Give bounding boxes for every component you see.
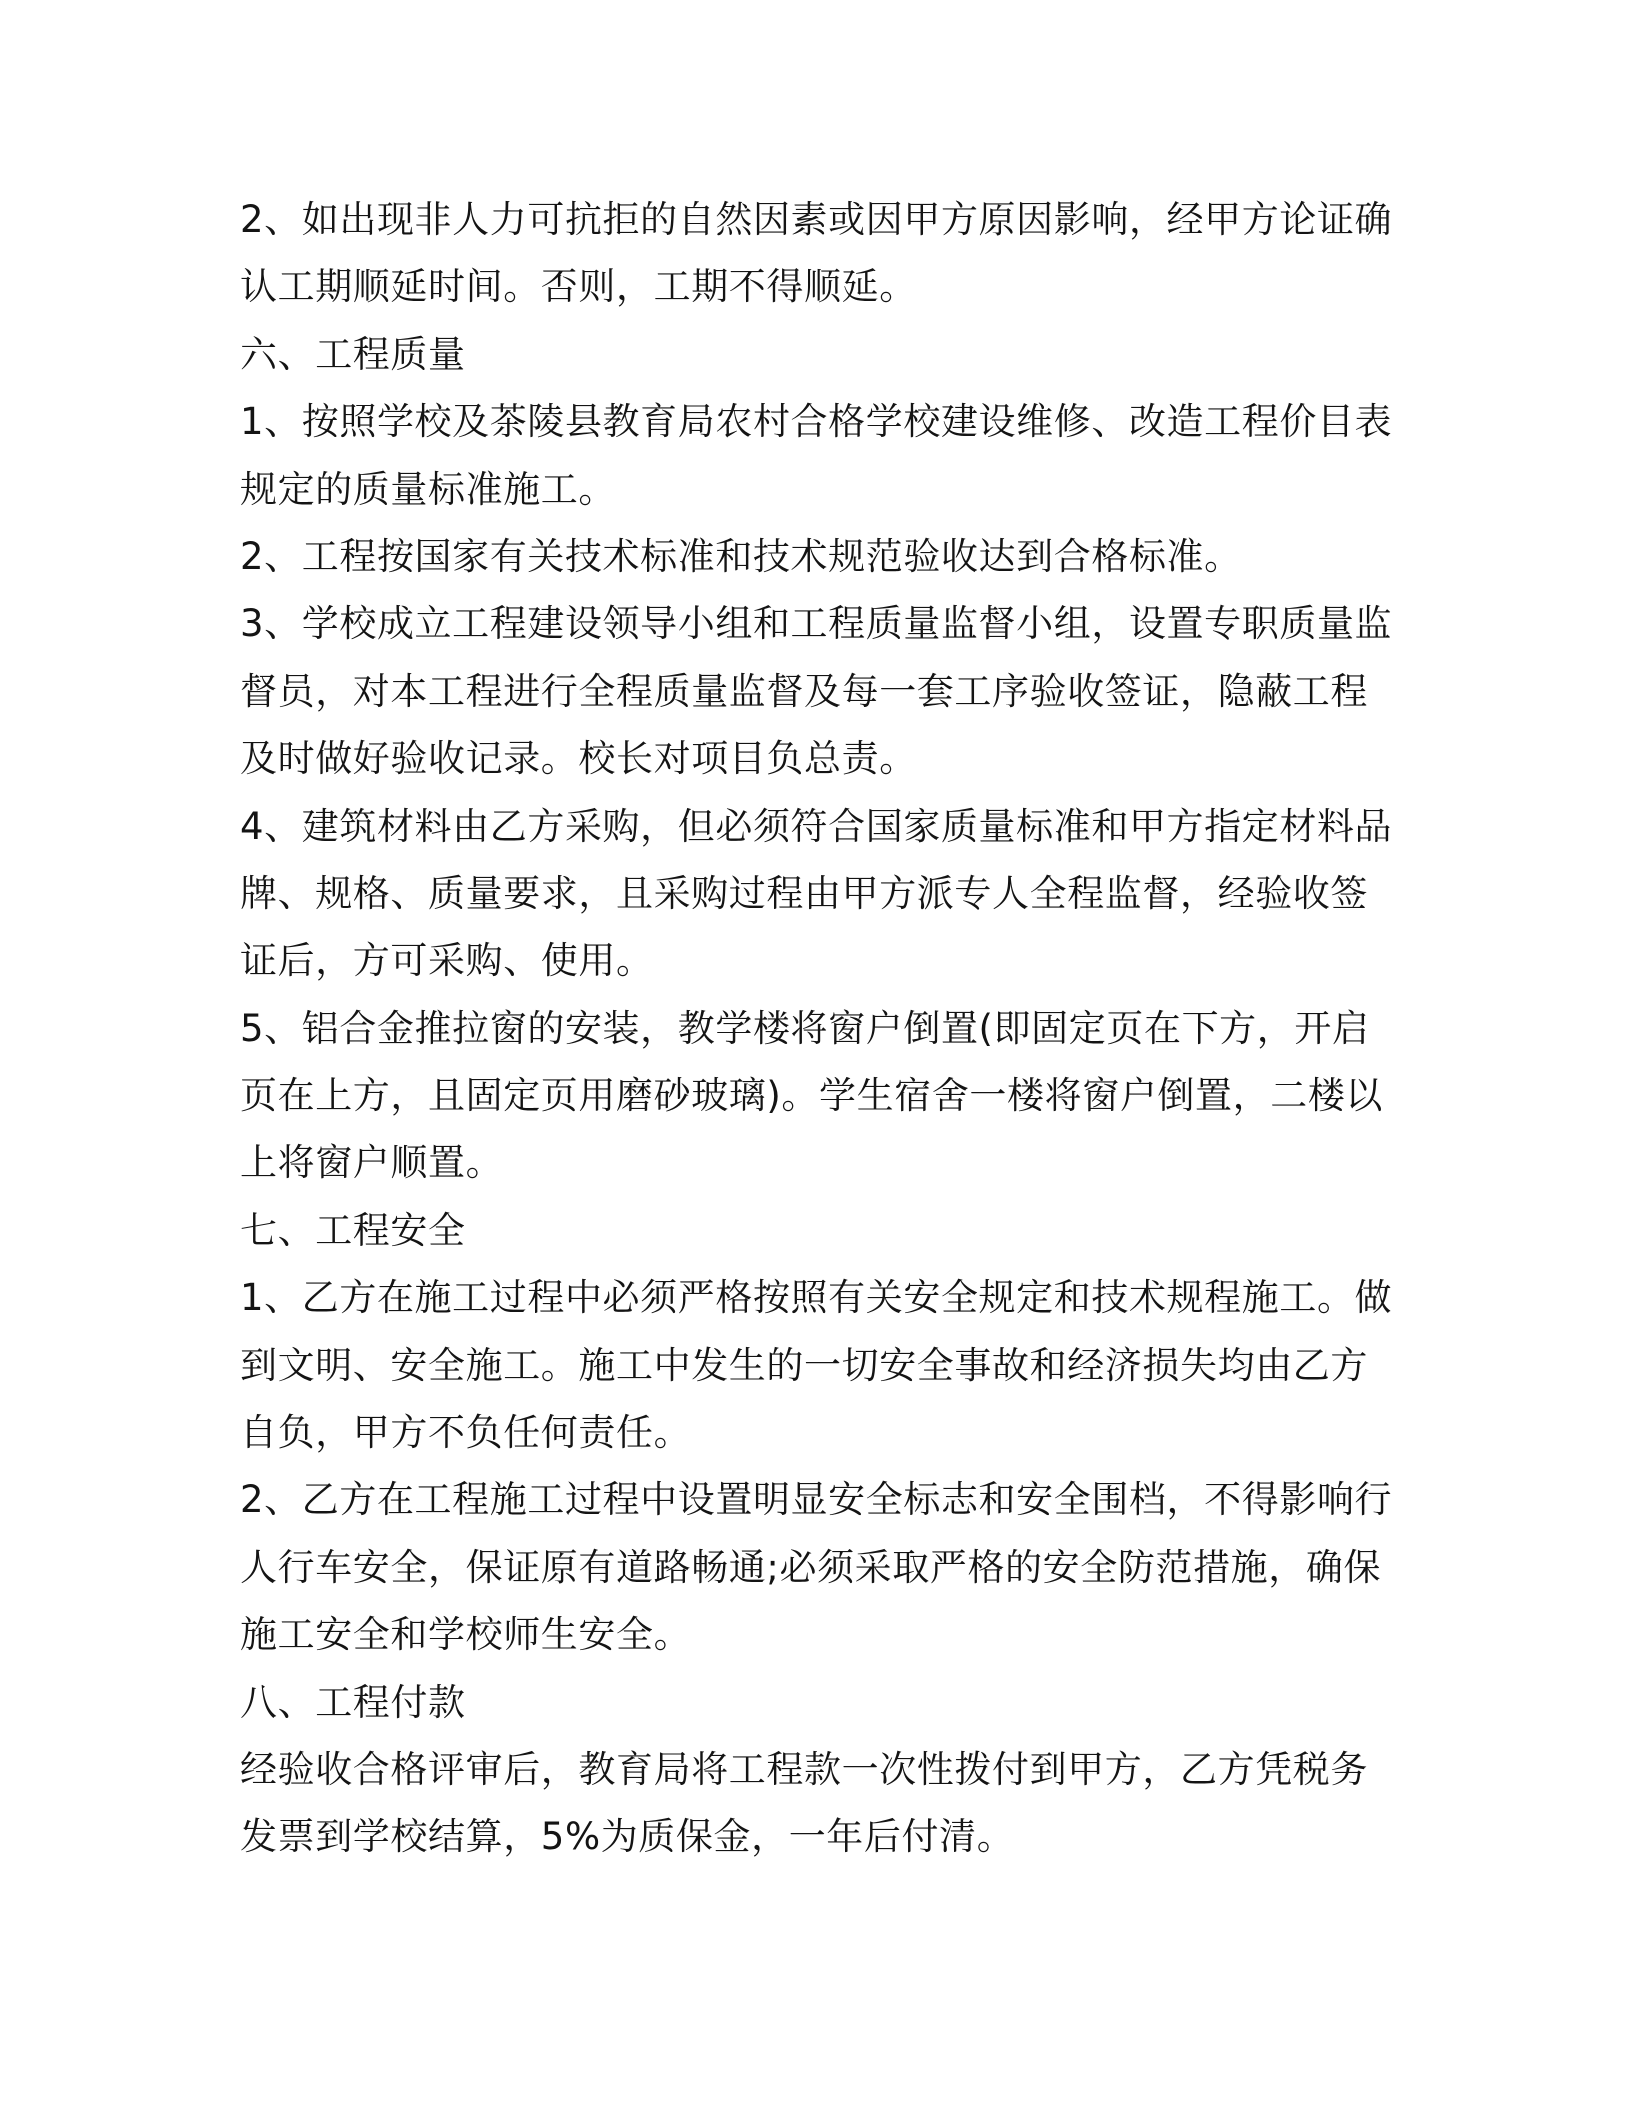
text-line: 1、按照学校及茶陵县教育局农村合格学校建设维修、改造工程价目表 [240, 400, 1393, 444]
text-line: 2、乙方在工程施工过程中设置明显安全标志和安全围档，不得影响行 [240, 1478, 1393, 1522]
text-line: 牌、规格、质量要求，且采购过程由甲方派专人全程监督，经验收签 [240, 871, 1368, 915]
section-heading-quality: 六、工程质量 [240, 332, 466, 376]
text-line: 证后，方可采购、使用。 [240, 939, 654, 983]
section-heading-safety: 七、工程安全 [240, 1208, 466, 1252]
text-line: 3、学校成立工程建设领导小组和工程质量监督小组，设置专职质量监 [240, 602, 1393, 646]
text-line: 上将窗户顺置。 [240, 1141, 504, 1185]
text-line: 经验收合格评审后，教育局将工程款一次性拨付到甲方，乙方凭税务 [240, 1747, 1368, 1791]
text-line: 1、乙方在施工过程中必须严格按照有关安全规定和技术规程施工。做 [240, 1276, 1393, 1320]
text-line: 5、铝合金推拉窗的安装，教学楼将窗户倒置(即固定页在下方，开启 [240, 1006, 1370, 1050]
text-line: 到文明、安全施工。施工中发生的一切安全事故和经济损失均由乙方 [240, 1343, 1368, 1387]
document-body [240, 186, 1400, 1871]
text-line: 2、工程按国家有关技术标准和技术规范验收达到合格标准。 [240, 534, 1242, 578]
text-line: 督员，对本工程进行全程质量监督及每一套工序验收签证，隐蔽工程 [240, 669, 1368, 713]
text-line: 认工期顺延时间。否则，工期不得顺延。 [240, 265, 917, 309]
section-heading-payment: 八、工程付款 [240, 1680, 466, 1724]
text-line: 发票到学校结算，5%为质保金，一年后付清。 [240, 1815, 1015, 1859]
text-line: 人行车安全，保证原有道路畅通;必须采取严格的安全防范措施，确保 [240, 1545, 1382, 1589]
text-line: 自负，甲方不负任何责任。 [240, 1411, 692, 1455]
text-line: 2、如出现非人力可抗拒的自然因素或因甲方原因影响，经甲方论证确 [240, 198, 1393, 241]
text-line: 页在上方，且固定页用磨砂玻璃)。学生宿舍一楼将窗户倒置，二楼以 [240, 1074, 1384, 1118]
text-line: 规定的质量标准施工。 [240, 467, 616, 511]
text-line: 及时做好验收记录。校长对项目负总责。 [240, 737, 917, 781]
text-line: 施工安全和学校师生安全。 [240, 1613, 692, 1657]
text-line: 4、建筑材料由乙方采购，但必须符合国家质量标准和甲方指定材料品 [240, 804, 1393, 848]
